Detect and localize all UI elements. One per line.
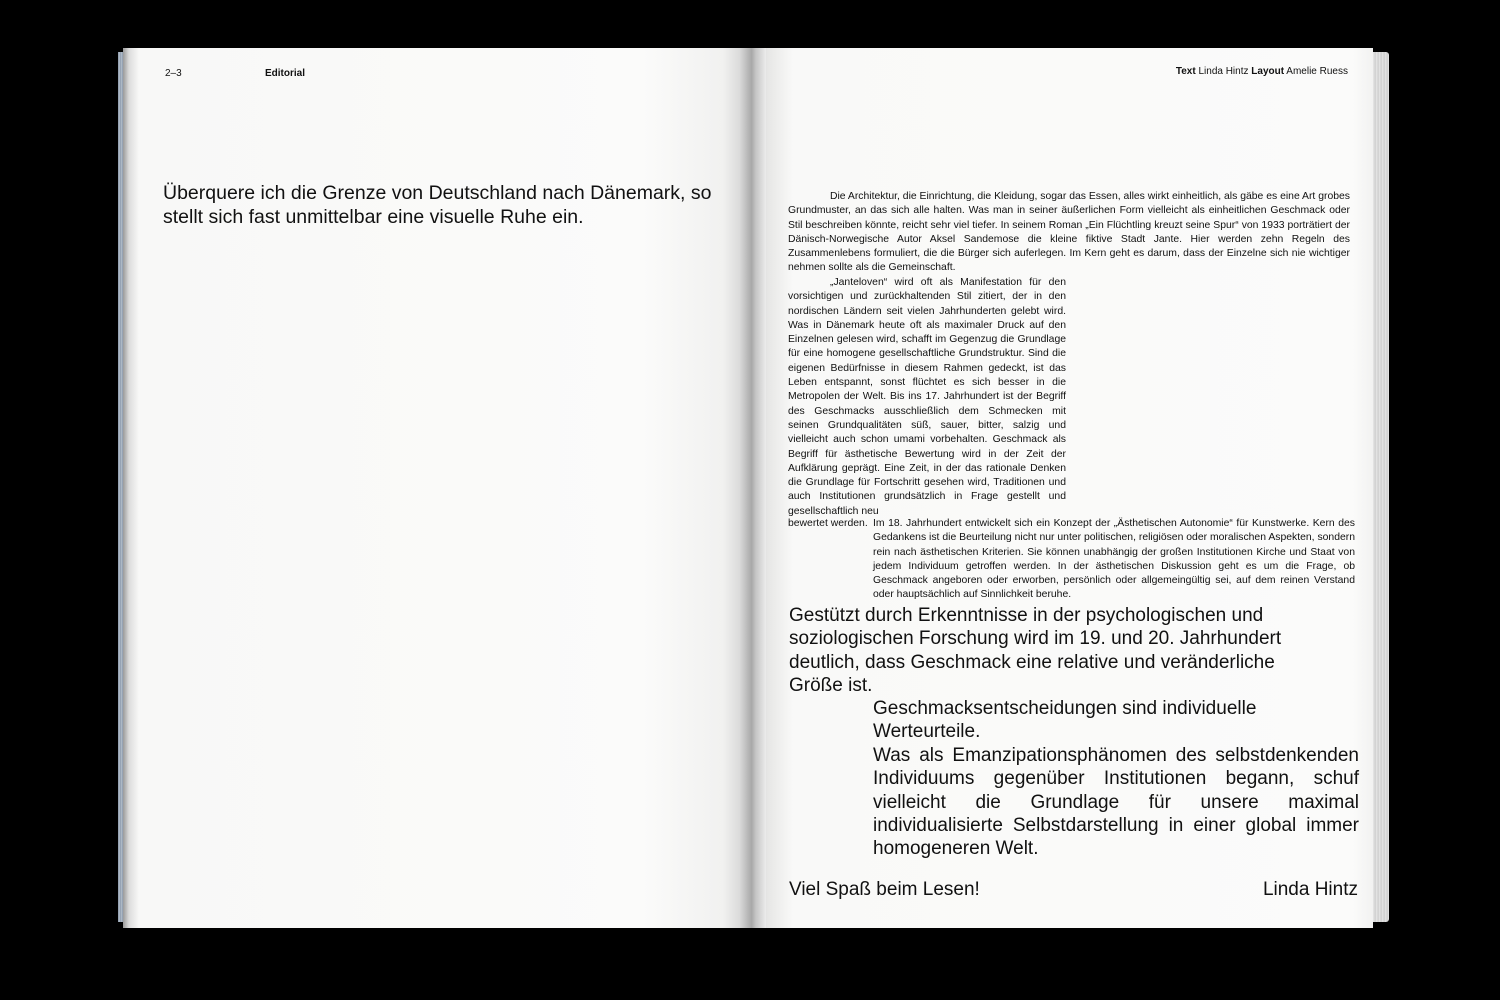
credits-layout-label: Layout xyxy=(1251,66,1285,77)
body-paragraph-2: „Janteloven“ wird oft als Manifestation für den vorsichtigen und zurückhaltenden Stil zitiert, der in den nordischen Ländern seit vielen Jahrhunderten gelebt wird. Was in Dänemark heute oft als maximaler Druck auf den Einzelnen gelesen wird, schafft im Gegenzug die Grundlage für eine homogene gesellschaftliche Grundstruktur. Sind die eigenen Bedürfnisse in diesem Rahmen gedeckt, ist das Leben entspannt, sonst flüchtet es sich besser in die Metropolen der Welt. Bis ins 17. Jahrhundert ist der Begriff des Geschmacks ausschließlich dem Schmecken mit seinen Grundqualitäten süß, sauer, bitter, salzig und vielleicht auch schon umami vorbehalten. Geschmack als Begriff für ästhetische Bewertung wird in der Zeit der Aufklärung geprägt. Eine Zeit, in der das rationale Denken die Grundlage für Fortschritt gesehen wird, Traditionen und auch Institutionen grundsätzlich in Frage gestellt und gesellschaftlich neu xyxy=(788,277,1066,517)
author-signature: Linda Hintz xyxy=(1262,879,1358,900)
highlight-quote-3: Was als Emanzipationsphänomen des selbstdenkenden Individuums gegenüber Institutionen begann, schuf vielleicht die Grundlage für unsere maximal individualisierte Selbstdarstellung in einer global immer homogeneren Welt. xyxy=(873,745,1359,860)
page-number: 2–3 xyxy=(165,68,182,79)
right-page-edges xyxy=(1373,52,1389,922)
signoff: Viel Spaß beim Lesen! xyxy=(789,879,980,900)
body-paragraph-3: Im 18. Jahrhundert entwickelt sich ein Konzept der „Ästhetischen Autonomie“ für Kunstwerke. Kern des Gedankens ist die Beurteilung nicht nur unter politischen, religiösen oder moralischen Aspekten, sondern rein nach ästhetischen Kriterien. Sie können unabhängig der großen Institutionen Kirche und Staat von jedem Individuum getroffen werden. In der ästhetischen Diskussion geht es um die Frage, ob Geschmack angeboren oder erworben, persönlich oder allgemeingültig sei, auf dem reinen Verstand oder hauptsächlich auf Sinnlichkeit beruhe. xyxy=(873,518,1355,601)
credits-text-label: Text xyxy=(1175,66,1196,77)
book-gutter xyxy=(740,48,766,928)
credits xyxy=(1176,66,1348,77)
credits-text-name: Linda Hintz xyxy=(1198,66,1249,77)
section-title: Editorial xyxy=(265,68,306,79)
body-paragraph-1: Die Architektur, die Einrichtung, die Kleidung, sogar das Essen, alles wirkt einheitlich, als gäbe es eine Art grobes Grundmuster, an das sich alle halten. Was man in seiner äußerlichen Form vielleicht als einheitlichen Geschmack oder Stil beschreiben könnte, reicht sehr viel tiefer. In seinem Roman „Ein Flüchtling kreuzt seine Spur“ von 1933 porträtiert der Dänisch-Norwegische Autor Aksel Sandemose die kleine fiktive Stadt Jante. Hier werden zehn Regeln des Zusammenlebens formuliert, die die Bürger sich auferlegen. Im Kern geht es darum, dass der Einzelne sich nie wichtiger nehmen sollte als die Gemeinschaft. xyxy=(788,191,1350,274)
left-page xyxy=(123,48,753,928)
highlight-quote-1: Gestützt durch Erkenntnisse in der psychologischen und soziologischen Forschung wird im 19. und 20. Jahrhundert deutlich, dass Geschmack eine relative und veränderliche Größe ist. xyxy=(789,605,1282,696)
highlight-quote-2: Geschmacksentscheidungen sind individuelle Werteurteile. xyxy=(873,698,1257,743)
credits-layout-name: Amelie Ruess xyxy=(1286,66,1348,77)
intro-text: Überquere ich die Grenze von Deutschland nach Dänemark, so stellt sich fast unmittelbar eine visuelle Ruhe ein. xyxy=(163,182,712,228)
body-paragraph-2-end: bewertet werden. xyxy=(788,518,868,529)
